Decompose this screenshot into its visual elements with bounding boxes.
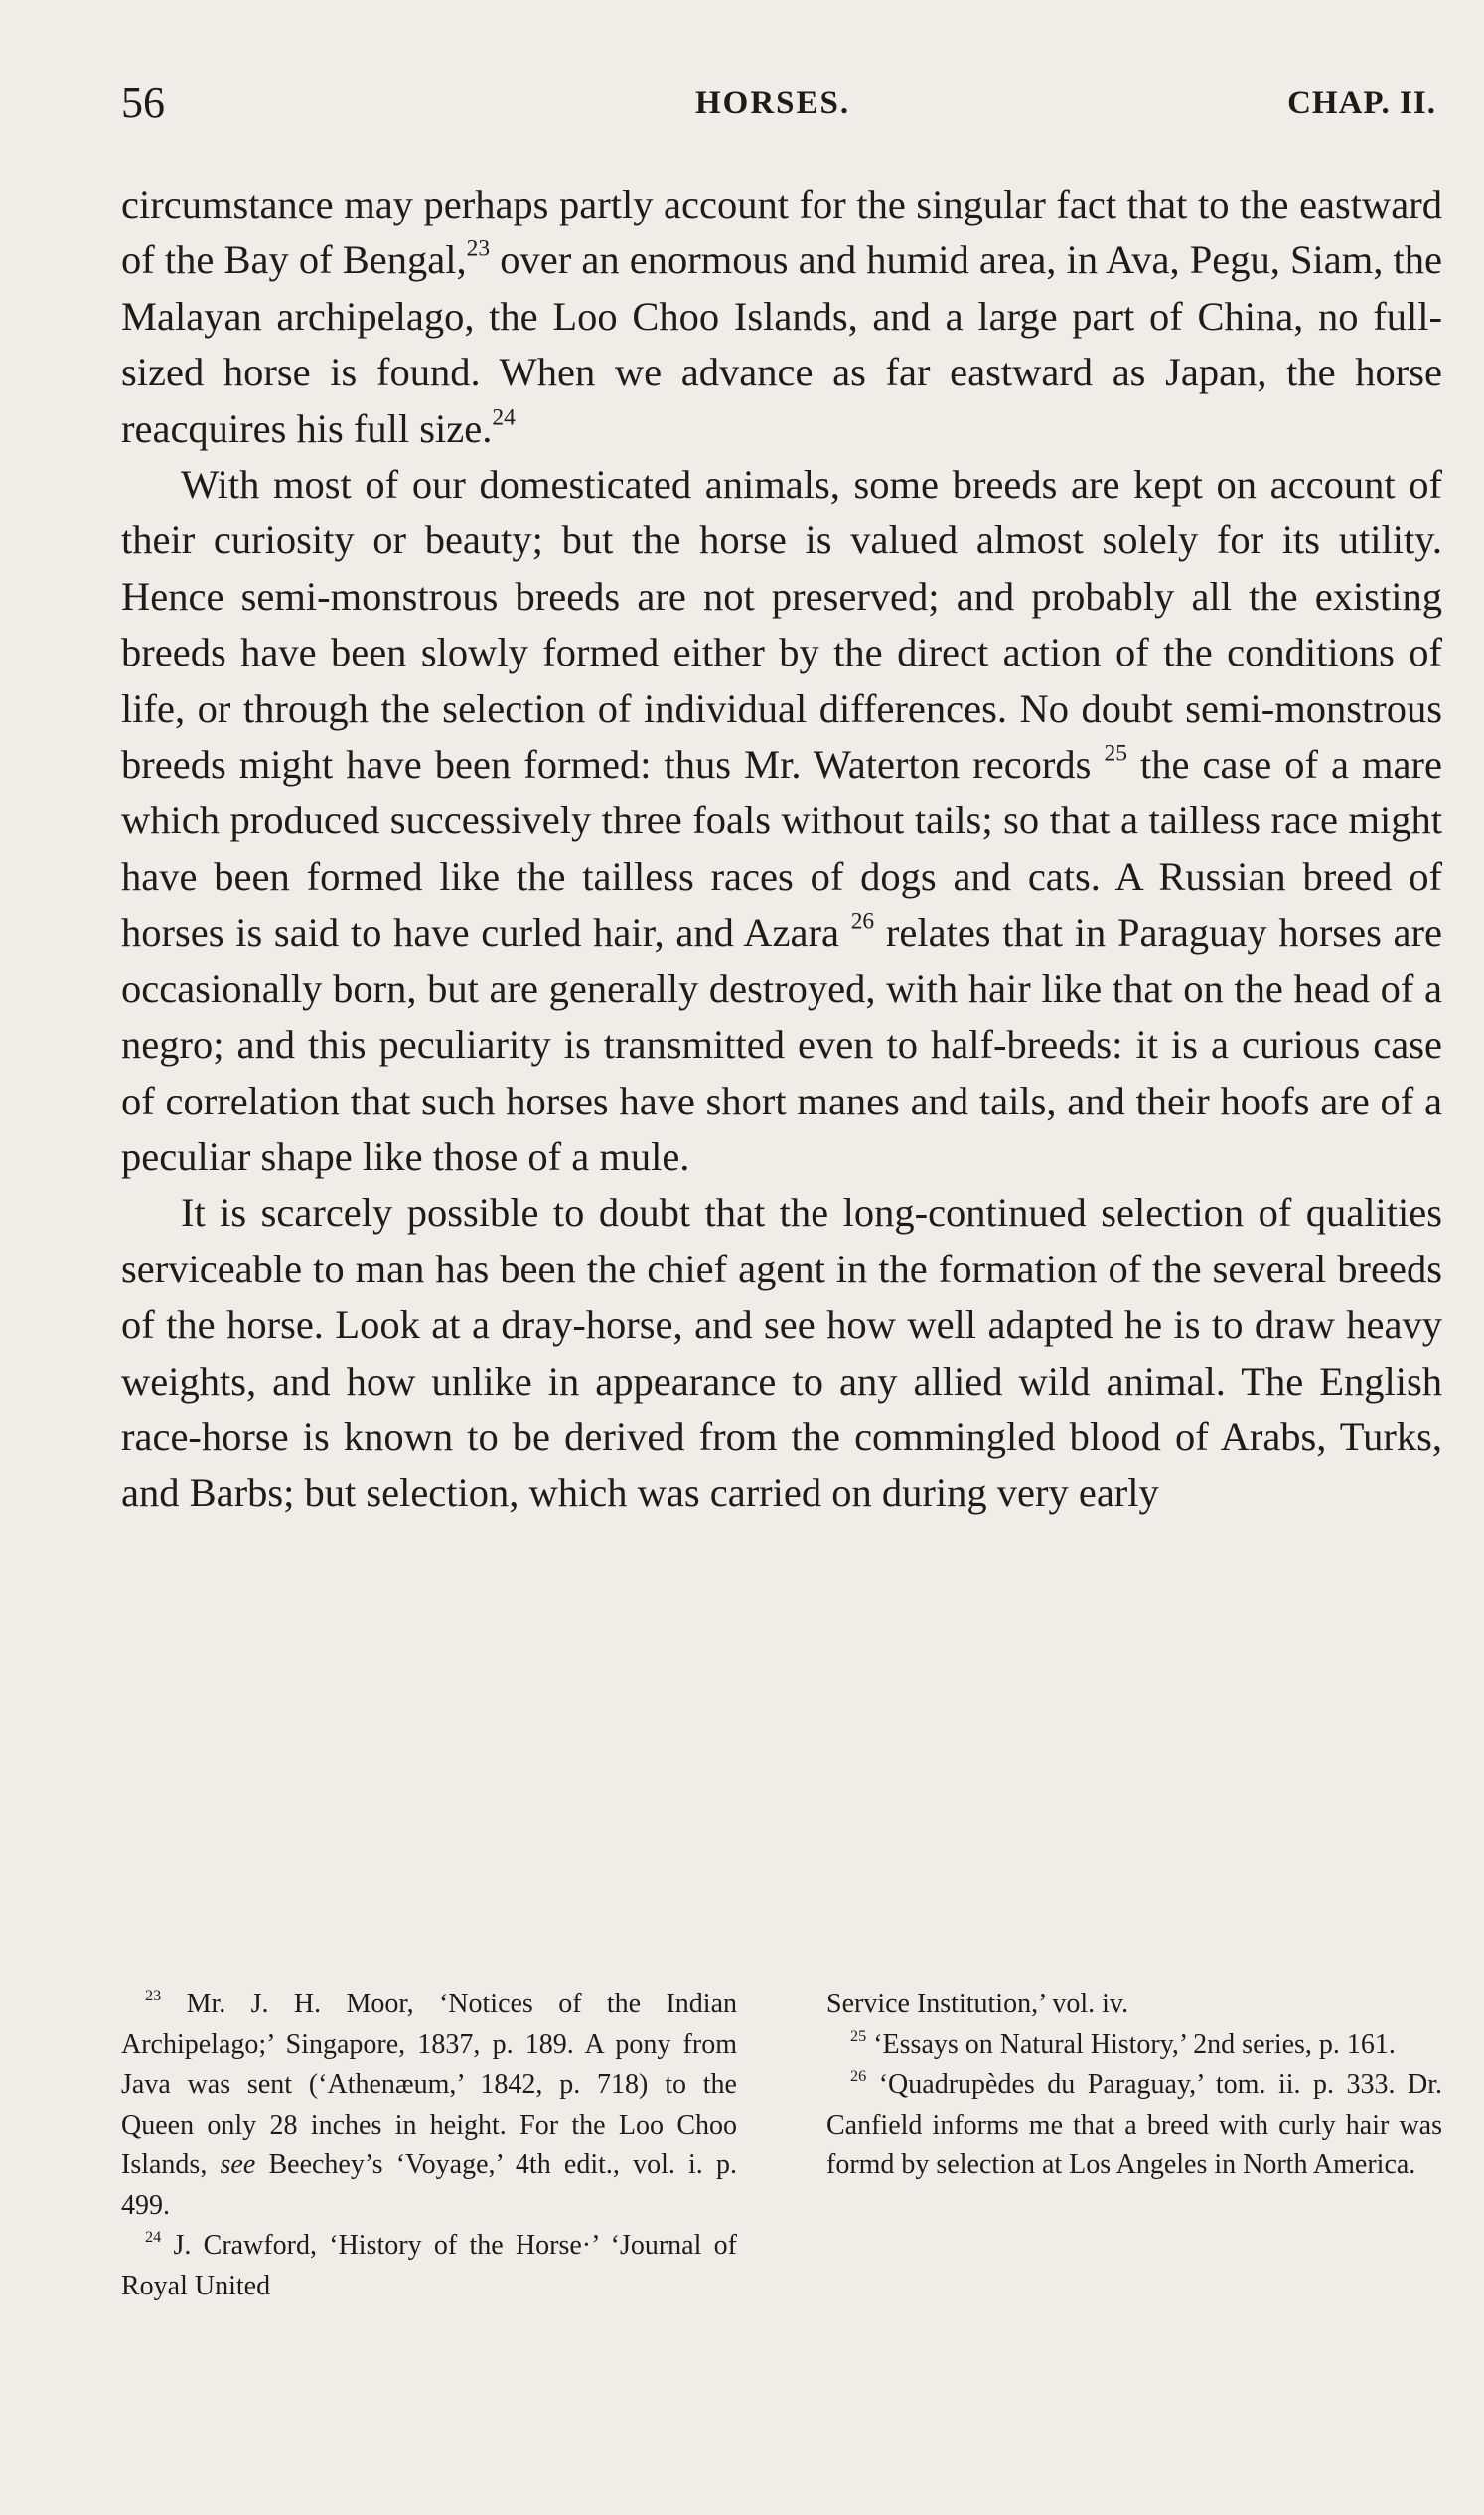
footnote-ref-23: 23 (466, 235, 491, 262)
footnote-ref-24: 24 (492, 404, 516, 431)
footnote-26-number: 26 (850, 2066, 867, 2085)
paragraph-2-text-a: With most of our domesticated animals, some breeds are kept on account of their curiosity or beauty; but the horse is valued almost solely for its utility. Hence semi-monstrous breeds are not preserved; and probably all the existing breeds have been slowly formed either by the direct action of the conditions of life, or through the selection of individual differences. No doubt semi-monstrous breeds might have been formed: thus Mr. Waterton records (121, 462, 1442, 788)
footnotes (121, 1985, 1442, 2306)
footnote-24 (121, 2226, 737, 2306)
footnote-24-number: 24 (145, 2227, 162, 2246)
footnote-23 (121, 1985, 737, 2226)
footnote-26-text: ‘Quadrupèdes du Paraguay,’ tom. ii. p. 333. Dr. Canfield informs me that a breed with curly hair was formd by selection at Los Angeles in North America. (826, 2069, 1442, 2180)
footnote-24-continued: Service Institution,’ vol. iv. (826, 1989, 1129, 2019)
paragraph-2-text-b: the case of a mare which produced successively three foals without tails; so that a tailless race might have been formed like the tailless races of dogs and cats. A Russian breed of horses is said to have curled hair, and Azara (121, 742, 1442, 956)
footnotes-left-column (121, 1985, 737, 2306)
footnotes-right-column (826, 1985, 1442, 2306)
paragraph-1 (121, 177, 1442, 457)
footnote-23-text-a: Mr. J. H. Moor, ‘Notices of the Indian Archipelago;’ Singapore, 1837, p. 189. A pony from Java was sent (‘Athenæum,’ 1842, p. 718) to the Queen only 28 inches in height. For the Loo Choo Islands, (121, 1989, 737, 2180)
paragraph-1-text-b: over an enormous and humid area, in Ava, Pegu, Siam, the Malayan archipelago, the Loo Choo Islands, and a large part of China, no full-sized horse is found. When we advance as far eastward as Japan, the horse reacquires his full size. (121, 237, 1442, 451)
paragraph-1-text-a: circumstance may perhaps partly account for the singular fact that to the eastward of the Bay of Bengal, (121, 182, 1442, 283)
footnote-25-text: ‘Essays on Natural History,’ 2nd series, p. 161. (866, 2028, 1396, 2060)
footnote-ref-26: 26 (850, 908, 875, 935)
footnote-ref-25: 25 (1104, 740, 1127, 767)
paragraph-2-text-c: relates that in Paraguay horses are occasionally born, but are generally destroyed, with hair like that on the head of a negro; and this peculiarity is transmitted even to half-breeds: it is a curious case of correlation that such horses have short manes and tails, and their hoofs are of a peculiar shape like those of a mule. (121, 910, 1442, 1179)
paragraph-2 (121, 457, 1442, 1185)
footnote-23-see: see (220, 2149, 256, 2180)
footnote-25-number: 25 (850, 2026, 867, 2045)
footnote-24-text: J. Crawford, ‘History of the Horse·’ ‘Journal of Royal United (121, 2230, 737, 2301)
page-number: 56 (121, 78, 165, 127)
paragraph-3: It is scarcely possible to doubt that the long-continued selection of qualities serviceable to man has been the chief agent in the formation of the several breeds of the horse. Look at a dray-horse, and see how well adapted he is to draw heavy weights, and how unlike in appearance to any allied wild animal. The English race-horse is known to be derived from the commingled blood of Arabs, Turks, and Barbs; but selection, which was carried on during very early (121, 1190, 1442, 1516)
footnote-23-text-b: Beechey’s ‘Voyage,’ 4th edit., vol. i. p. 499. (121, 2149, 737, 2221)
chapter-label: CHAP. II. (1287, 85, 1436, 121)
footnote-26 (826, 2065, 1442, 2186)
footnote-23-number: 23 (145, 1986, 162, 2004)
running-title: HORSES. (695, 85, 851, 121)
footnote-25 (826, 2025, 1442, 2066)
body-text (121, 177, 1442, 1522)
running-header (121, 77, 1436, 137)
